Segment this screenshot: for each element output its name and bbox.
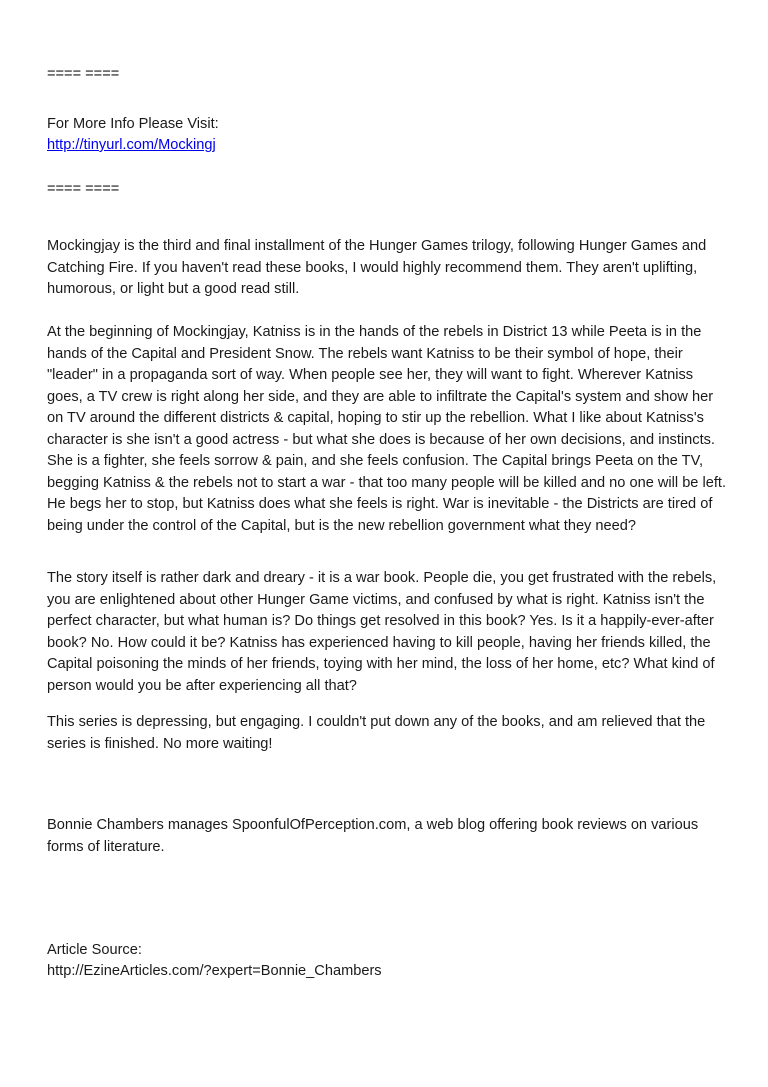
info-link-line xyxy=(47,135,216,157)
info-label: For More Info Please Visit: xyxy=(47,116,219,132)
article-paragraph-1: Mockingjay is the third and final installment of the Hunger Games trilogy, following Hunger Games and Catching Fire. If you haven't read these books, I would highly recommend them. They aren't uplifting, humorous, or light but a good read still. xyxy=(47,238,707,297)
article-paragraph-3: The story itself is rather dark and dreary - it is a war book. People die, you get frustrated with the rebels, you are enlightened about other Hunger Game victims, and confused by what is right. Katniss isn't the perfect character, but what human is? Do things get resolved in this book? Yes. Is it a happily-ever-after book? No. How could it be? Katniss has experienced having to kill people, having her friends killed, the Capital poisoning the minds of her friends, toying with her mind, the loss of her home, etc? What kind of person would you be after experiencing all that? xyxy=(47,570,717,694)
info-link[interactable]: http://tinyurl.com/Mockingj xyxy=(47,137,216,153)
source-url: http://EzineArticles.com/?expert=Bonnie_Chambers xyxy=(47,963,382,979)
author-bio: Bonnie Chambers manages SpoonfulOfPerception.com, a web blog offering book reviews on various forms of literature. xyxy=(47,817,699,855)
article-paragraph-2: At the beginning of Mockingjay, Katniss is in the hands of the rebels in District 13 while Peeta is in the hands of the Capital and President Snow. The rebels want Katniss to be their symbol of hope, their "leader" in a propaganda sort of way. When people see her, they will want to fight. Wherever Katniss goes, a TV crew is right along her side, and they are able to infiltrate the Capital's system and show her on TV around the different districts & capital, hoping to stir up the rebellion. What I like about Katniss's character is she isn't a good actress - but what she does is because of her own decisions, and instincts. She is a fighter, she feels sorrow & pain, and she feels confusion. The Capital brings Peeta on the TV, begging Katniss & the rebels not to start a war - that too many people will be killed and no one will be left. He begs her to stop, but Katniss does what she feels is right. War is inevitable - the Districts are tired of being under the control of the Capital, but is the new rebellion government what they need? xyxy=(47,324,727,534)
separator-top: ==== ==== xyxy=(47,66,120,82)
source-label: Article Source: xyxy=(47,942,142,958)
separator-bottom: ==== ==== xyxy=(47,181,120,197)
article-paragraph-4: This series is depressing, but engaging. I couldn't put down any of the books, and am relieved that the series is finished. No more waiting! xyxy=(47,714,706,752)
